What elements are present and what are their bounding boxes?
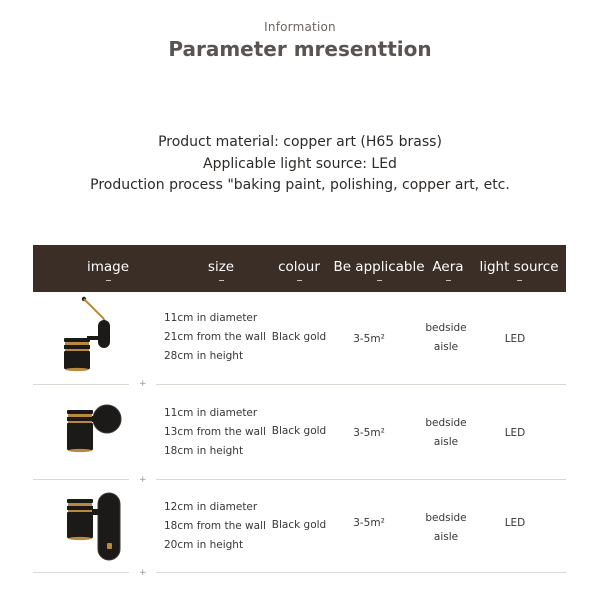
product-description [0, 132, 600, 197]
table-row [33, 292, 566, 384]
applicable-area-cell: 3-5m² [353, 333, 385, 345]
row-divider [156, 384, 566, 385]
light-source-cell: LED [504, 427, 526, 439]
wall-distance: 13cm from the wall [164, 426, 266, 438]
size-cell [164, 309, 266, 366]
plus-icon: + [139, 568, 147, 578]
diameter: 11cm in diameter [164, 312, 258, 324]
header-aera: Aera [429, 245, 467, 292]
aera-cell [416, 319, 476, 357]
diameter: 12cm in diameter [164, 501, 258, 513]
aera-line: bedside [425, 512, 467, 524]
plus-icon: + [139, 379, 147, 389]
size-cell [164, 498, 266, 555]
swing-arm-wall-lamp-icon [43, 292, 133, 382]
table-row [33, 386, 566, 478]
colour-cell: Black gold [271, 331, 327, 343]
header-be-applicable: Be applicable [333, 245, 425, 292]
row-divider [33, 384, 129, 385]
table-header [33, 245, 566, 292]
aera-cell [416, 414, 476, 452]
switch-plate-wall-lamp-icon [43, 481, 133, 571]
light-source-cell: LED [504, 333, 526, 345]
info-eyebrow: Information [264, 20, 336, 34]
light-source-cell: LED [504, 517, 526, 529]
material-line: Product material: copper art (H65 brass) [158, 134, 442, 150]
round-base-wall-lamp-icon [43, 386, 133, 476]
applicable-area-cell: 3-5m² [353, 427, 385, 439]
row-divider [156, 572, 566, 573]
process-line: Production process "baking paint, polishing, copper art, etc. [90, 177, 510, 193]
row-divider [33, 572, 129, 573]
height: 20cm in height [164, 539, 244, 551]
light-source-line: Applicable light source: LEd [203, 155, 397, 172]
aera-cell [416, 509, 476, 547]
header-size: size [193, 245, 249, 292]
height: 18cm in height [164, 445, 244, 457]
header-image: image [73, 245, 143, 292]
height: 28cm in height [164, 350, 244, 362]
row-divider [33, 479, 129, 480]
size-cell [164, 404, 266, 461]
plus-icon: + [139, 475, 147, 485]
wall-distance: 21cm from the wall [164, 331, 266, 343]
header-light-source: light source [474, 245, 564, 292]
page-title: Parameter mresenttion [168, 37, 432, 61]
row-divider [156, 479, 566, 480]
table-row [33, 481, 566, 573]
colour-cell: Black gold [271, 519, 327, 531]
header-colour: colour [271, 245, 327, 292]
applicable-area-cell: 3-5m² [353, 517, 385, 529]
wall-distance: 18cm from the wall [164, 520, 266, 532]
aera-line: bedside [425, 417, 467, 429]
aera-line: aisle [433, 341, 459, 353]
aera-line: aisle [433, 531, 459, 543]
colour-cell: Black gold [271, 425, 327, 437]
aera-line: bedside [425, 322, 467, 334]
aera-line: aisle [433, 436, 459, 448]
diameter: 11cm in diameter [164, 407, 258, 419]
